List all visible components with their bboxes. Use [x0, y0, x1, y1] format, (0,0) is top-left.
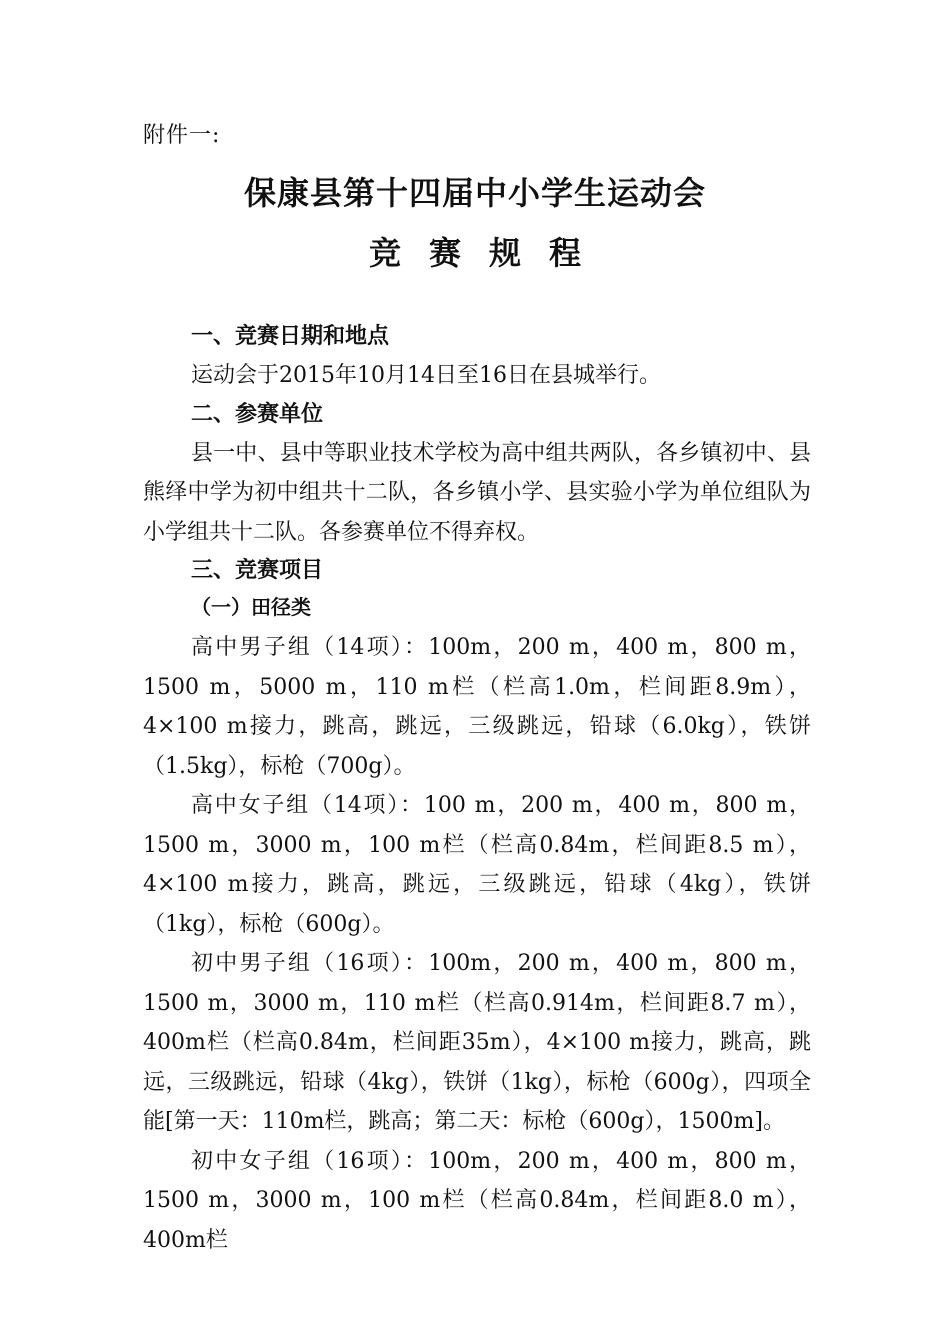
section-heading-date-location: 一、竞赛日期和地点: [191, 324, 390, 349]
section-heading-participants: 二、参赛单位: [191, 401, 324, 427]
paragraph-high-school-male: 高中男子组（14项）：100m，200 m，400 m，800 m，1500 m，5000 m，110 m栏（栏高1.0m，栏间距8.9m），4×100 m接力，跳高，跳远，三级跳远，铅球（6.0kg），铁饼（1.5kg），标枪（700g）。: [143, 635, 811, 779]
document-body: [143, 318, 811, 1260]
paragraph-date-location: 运动会于2015年10月14日至16日在县城举行。: [191, 363, 661, 388]
section-heading-events: 三、竞赛项目: [191, 558, 324, 583]
paragraph-participants: 县一中、县中等职业技术学校为高中组共两队，各乡镇初中、县熊绎中学为初中组共十二队，各乡镇小学、县实验小学为单位组队为小学组共十二队。各参赛单位不得弃权。: [143, 440, 811, 545]
paragraph-middle-school-male: 初中男子组（16项）：100m，200 m，400 m，800 m，1500 m，3000 m，110 m栏（栏高0.914m，栏间距8.7 m），400m栏（栏高0.84m，栏间距35m），4×100 m接力，跳高，跳远，三级跳远，铅球（4kg），铁饼（1kg），标枪（600g），四项全能[第一天：110m栏，跳高；第二天：标枪（600g），1500m]。: [143, 951, 811, 1134]
paragraph-middle-school-female: 初中女子组（16项）：100m，200 m，400 m，800 m，1500 m，3000 m，100 m栏（栏高0.84m，栏间距8.0 m），400m栏: [143, 1148, 811, 1253]
paragraph-high-school-female: 高中女子组（14项）：100 m，200 m，400 m，800 m，1500 m，3000 m，100 m栏（栏高0.84m，栏间距8.5 m），4×100 m接力，跳高，跳远，三级跳远，铅球（4kg），铁饼（1kg），标枪（600g）。: [143, 793, 811, 937]
document-subtitle: 竞赛规程: [368, 234, 609, 272]
attachment-label: 附件一:: [143, 123, 221, 148]
document-title: 保康县第十四届中小学生运动会: [243, 174, 706, 212]
subsection-heading-track-field: （一）田径类: [191, 595, 311, 619]
